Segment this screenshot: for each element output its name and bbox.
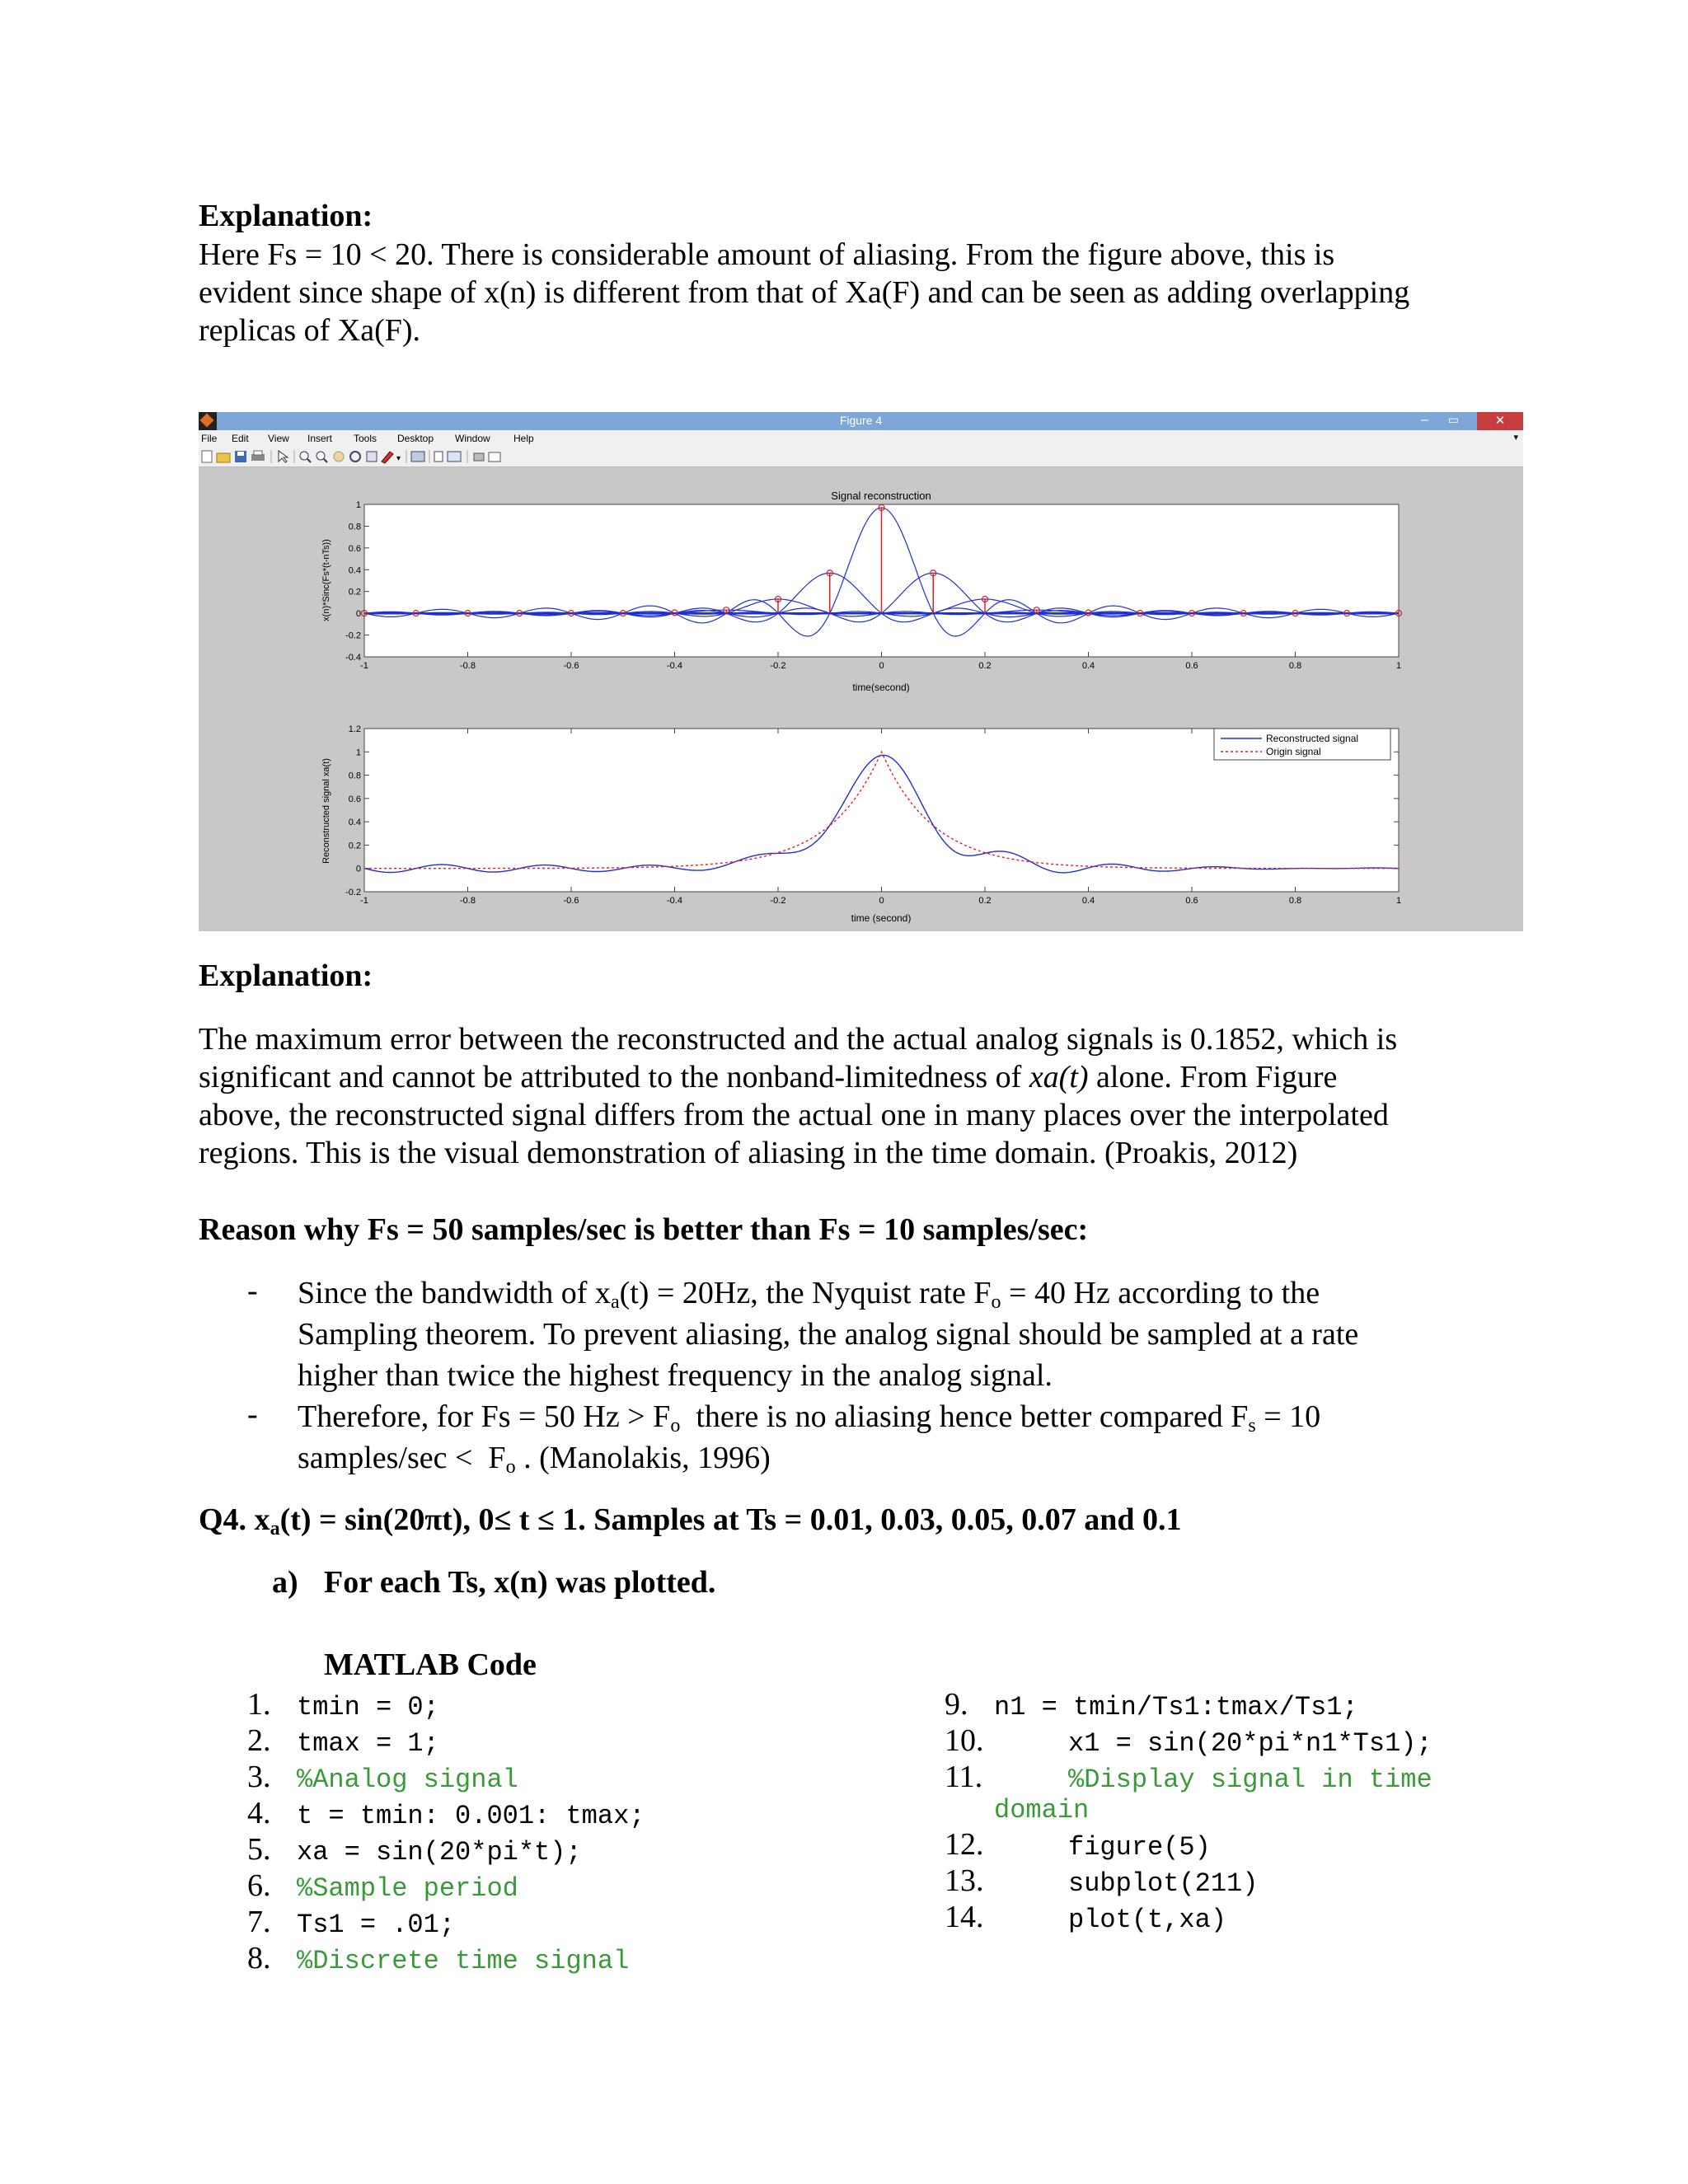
b1-text: Since the bandwidth of x bbox=[298, 1276, 611, 1310]
plot1-ytick-label: 0.8 bbox=[348, 522, 361, 532]
colorbar-icon[interactable] bbox=[434, 452, 443, 462]
plot2-xtick-label: 0 bbox=[879, 896, 884, 906]
plot1-ytick-label: 0.6 bbox=[348, 543, 361, 554]
menu-window[interactable]: Window bbox=[455, 433, 490, 444]
code-line-number: 9. bbox=[945, 1687, 968, 1722]
maximize-button[interactable]: ▭ bbox=[1447, 413, 1459, 426]
menu-insert[interactable]: Insert bbox=[307, 433, 333, 444]
plot2-ytick-label: 0.2 bbox=[348, 841, 361, 851]
code-statement: tmax = 1; bbox=[297, 1728, 439, 1759]
section2-text: alone. From Figure bbox=[1088, 1060, 1338, 1094]
b2-sub: s bbox=[1248, 1415, 1256, 1436]
code-statement: figure(5) bbox=[1068, 1832, 1211, 1863]
plot2-xtick-label: -0.6 bbox=[563, 896, 579, 906]
code-line-number: 10. bbox=[945, 1723, 984, 1758]
code-line-number: 8. bbox=[247, 1941, 271, 1975]
legend-entry-reconstructed: Reconstructed signal bbox=[1266, 733, 1359, 744]
b1-text: = 40 Hz according to the bbox=[1001, 1276, 1320, 1310]
code-comment: %Sample period bbox=[297, 1873, 518, 1904]
plot1-ytick-label: 0.2 bbox=[348, 587, 361, 598]
plot2-ytick-label: 1 bbox=[355, 748, 361, 758]
menu-tools[interactable]: Tools bbox=[354, 433, 377, 444]
b1-line: Sampling theorem. To prevent aliasing, the analog signal should be sampled at a rate bbox=[298, 1317, 1359, 1352]
code-line-number: 4. bbox=[247, 1796, 271, 1830]
menu-desktop[interactable]: Desktop bbox=[397, 433, 434, 444]
code-line bbox=[945, 1722, 1432, 1759]
b2-text: samples/sec < F bbox=[298, 1441, 506, 1475]
code-line bbox=[945, 1863, 1432, 1899]
section1-heading: Explanation: bbox=[199, 199, 373, 233]
plot1-ytick-label: 0.4 bbox=[348, 565, 361, 576]
code-line-number: 12. bbox=[945, 1827, 984, 1862]
plot2-xtick-label: -0.4 bbox=[667, 896, 682, 906]
bullet-1 bbox=[298, 1272, 1559, 1396]
legend-entry-origin: Origin signal bbox=[1266, 746, 1321, 757]
code-comment: %Discrete time signal bbox=[297, 1946, 630, 1976]
q4-heading bbox=[199, 1502, 1181, 1538]
q4a-text: For each Ts, x(n) was plotted. bbox=[324, 1565, 716, 1600]
section1-line: replicas of Xa(F). bbox=[199, 313, 421, 348]
plot2-xtick-label: 0.6 bbox=[1185, 896, 1198, 906]
code-line bbox=[247, 1759, 645, 1795]
b1-sub: a bbox=[610, 1291, 620, 1313]
plot1-xlabel: time(second) bbox=[852, 682, 910, 693]
dropdown-arrow-icon[interactable]: ▾ bbox=[396, 454, 401, 463]
code-line bbox=[247, 1868, 645, 1904]
plot2-ytick-label: 0.6 bbox=[348, 794, 361, 804]
code-line-number: 5. bbox=[247, 1832, 271, 1867]
code-line bbox=[247, 1831, 645, 1868]
code-line-number: 7. bbox=[247, 1905, 271, 1939]
hide-tools-icon[interactable] bbox=[474, 453, 484, 461]
bullet-2 bbox=[298, 1396, 1559, 1479]
plot1-xtick-label: 0 bbox=[879, 661, 884, 671]
plot1-xtick-label: -0.2 bbox=[770, 661, 786, 671]
window-titlebar bbox=[199, 412, 1523, 430]
code-line bbox=[247, 1686, 645, 1722]
plot1-ytick-label: 0 bbox=[355, 609, 361, 620]
menu-help[interactable]: Help bbox=[513, 433, 534, 444]
plot2-ylabel: Reconstructed signal xa(t) bbox=[321, 758, 331, 864]
q4-text: (t) = sin(20πt), 0≤ t ≤ 1. Samples at Ts = 0.01, 0.03, 0.05, 0.07 and 0.1 bbox=[279, 1502, 1182, 1537]
plot1-xtick-label: 0.2 bbox=[978, 661, 992, 671]
code-comment: domain bbox=[994, 1795, 1090, 1825]
plot2-xlabel: time (second) bbox=[851, 912, 912, 924]
code-statement: plot(t,xa) bbox=[1068, 1905, 1227, 1935]
code-statement: n1 = tmin/Ts1:tmax/Ts1; bbox=[994, 1692, 1358, 1722]
code-statement: subplot(211) bbox=[1068, 1868, 1259, 1899]
code-line bbox=[945, 1759, 1432, 1795]
section2-line bbox=[199, 1058, 1526, 1096]
plot1-ytick-label: -0.4 bbox=[345, 653, 361, 663]
plot2-ytick-label: 0.8 bbox=[348, 771, 361, 781]
bullet-marker: - bbox=[247, 1273, 258, 1308]
code-comment: %Analog signal bbox=[297, 1765, 518, 1795]
bullet-marker: - bbox=[247, 1397, 258, 1432]
q4-sub: a bbox=[270, 1518, 280, 1540]
code-line bbox=[945, 1826, 1432, 1863]
code-line bbox=[247, 1722, 645, 1759]
code-statement: xa = sin(20*pi*t); bbox=[297, 1837, 582, 1868]
code-statement: x1 = sin(20*pi*n1*Ts1); bbox=[1068, 1728, 1432, 1759]
menu-edit[interactable]: Edit bbox=[232, 433, 249, 444]
plot2-xtick-label: 1 bbox=[1395, 896, 1402, 906]
plot1-ytick-label: 1 bbox=[355, 500, 361, 510]
section2-line: The maximum error between the reconstructed and the actual analog signals is 0.1852, which is bbox=[199, 1022, 1398, 1057]
plot1-xtick-label: 1 bbox=[1395, 661, 1402, 671]
b2-sub: o bbox=[505, 1456, 516, 1478]
b2-text: Therefore, for Fs = 50 Hz > F bbox=[298, 1399, 671, 1434]
code-line bbox=[945, 1686, 1432, 1722]
plot2-legend bbox=[1214, 729, 1390, 760]
code-line bbox=[247, 1940, 645, 1976]
code-block-left bbox=[247, 1686, 645, 1976]
plot2-xtick-label: 0.8 bbox=[1288, 896, 1302, 906]
plot1-ytick-label: -0.2 bbox=[345, 630, 361, 641]
code-line bbox=[945, 1795, 1432, 1826]
new-figure-icon[interactable] bbox=[202, 451, 212, 462]
plot2-ytick-label: 0.4 bbox=[348, 818, 361, 828]
code-statement: tmin = 0; bbox=[297, 1692, 439, 1722]
section1-paragraph bbox=[199, 236, 1550, 349]
rotate-icon[interactable] bbox=[350, 452, 360, 462]
b1-text: (t) = 20Hz, the Nyquist rate F bbox=[619, 1276, 992, 1310]
plot2-xtick-label: 0.4 bbox=[1081, 896, 1095, 906]
data-cursor-icon[interactable] bbox=[367, 452, 377, 462]
b2-text: = 10 bbox=[1255, 1399, 1321, 1434]
code-line-number: 6. bbox=[247, 1868, 271, 1903]
b2-sub: o bbox=[670, 1415, 681, 1436]
plot1-xtick-label: -1 bbox=[360, 661, 368, 671]
code-line-number: 13. bbox=[945, 1863, 984, 1898]
matlab-figure-window bbox=[199, 412, 1523, 931]
code-line bbox=[247, 1795, 645, 1831]
plot2-ytick-label: 1.2 bbox=[348, 724, 361, 734]
link-plot-icon[interactable] bbox=[411, 452, 424, 462]
plot2-xtick-label: -1 bbox=[360, 896, 368, 906]
code-line bbox=[945, 1899, 1432, 1935]
legend-icon[interactable] bbox=[448, 452, 461, 462]
signal-reconstruction-plot bbox=[199, 466, 1523, 705]
code-line-number: 1. bbox=[247, 1687, 271, 1722]
show-tools-icon[interactable] bbox=[489, 452, 500, 462]
section1-line: Here Fs = 10 < 20. There is considerable amount of aliasing. From the figure above, this is bbox=[199, 237, 1335, 272]
plot1-xtick-label: -0.4 bbox=[667, 661, 682, 671]
code-block-right bbox=[945, 1686, 1432, 1935]
section2-line: above, the reconstructed signal differs from the actual one in many places over the interpolated bbox=[199, 1098, 1389, 1132]
close-button[interactable]: ✕ bbox=[1477, 412, 1523, 430]
code-line-number: 14. bbox=[945, 1900, 984, 1934]
xa-t-italic: xa(t) bbox=[1029, 1060, 1089, 1094]
section1-line: evident since shape of x(n) is different from that of Xa(F) and can be seen as adding overlapping bbox=[199, 275, 1410, 310]
zoom-out-icon[interactable] bbox=[316, 452, 327, 462]
figure-toolbar bbox=[199, 447, 1523, 467]
dock-arrow-icon[interactable]: ▾ bbox=[1513, 433, 1518, 443]
b1-sub: o bbox=[991, 1291, 1001, 1313]
plot1-xtick-label: 0.4 bbox=[1081, 661, 1095, 671]
plot2-xtick-label: -0.2 bbox=[770, 896, 786, 906]
plot2-ytick-label: -0.2 bbox=[345, 888, 361, 898]
plot2-xtick-label: 0.2 bbox=[978, 896, 992, 906]
section2-text: significant and cannot be attributed to the nonband-limitedness of bbox=[199, 1060, 1029, 1094]
b2-text: . (Manolakis, 1996) bbox=[515, 1441, 771, 1475]
window-title: Figure 4 bbox=[839, 414, 883, 427]
minimize-button[interactable]: – bbox=[1421, 413, 1428, 427]
brush-icon[interactable] bbox=[382, 452, 393, 463]
plot1-xtick-label: 0.6 bbox=[1185, 661, 1198, 671]
pointer-icon[interactable] bbox=[279, 451, 288, 462]
menu-file[interactable]: File bbox=[201, 433, 218, 444]
section3-heading: Reason why Fs = 50 samples/sec is better than Fs = 10 samples/sec: bbox=[199, 1212, 1089, 1247]
save-icon[interactable] bbox=[235, 451, 246, 462]
q4a-label: a) bbox=[272, 1565, 298, 1600]
code-line bbox=[247, 1904, 645, 1940]
plot1-xtick-label: 0.8 bbox=[1288, 661, 1302, 671]
code-line-number: 11. bbox=[945, 1760, 983, 1794]
b1-line: higher than twice the highest frequency in the analog signal. bbox=[298, 1358, 1053, 1393]
b2-text: there is no aliasing hence better compared F bbox=[680, 1399, 1249, 1434]
reconstructed-signal-plot bbox=[199, 705, 1523, 931]
plot1-xtick-label: -0.8 bbox=[460, 661, 476, 671]
code-statement: Ts1 = .01; bbox=[297, 1910, 456, 1940]
open-file-icon[interactable] bbox=[217, 453, 230, 462]
pan-icon[interactable] bbox=[334, 452, 344, 462]
print-icon[interactable] bbox=[251, 451, 265, 461]
code-line-number: 3. bbox=[247, 1760, 271, 1794]
plot2-xtick-label: -0.8 bbox=[460, 896, 476, 906]
section2-paragraph bbox=[199, 1020, 1526, 1172]
section2-heading: Explanation: bbox=[199, 958, 373, 993]
code-statement: t = tmin: 0.001: tmax; bbox=[297, 1801, 645, 1831]
matlab-code-title: MATLAB Code bbox=[324, 1647, 537, 1682]
code-comment: %Display signal in time bbox=[1068, 1765, 1432, 1795]
zoom-in-icon[interactable] bbox=[300, 452, 311, 462]
q4-text: Q4. x bbox=[199, 1502, 270, 1537]
code-line-number: 2. bbox=[247, 1723, 271, 1758]
plot2-ytick-label: 0 bbox=[355, 864, 361, 874]
plot1-xtick-label: -0.6 bbox=[563, 661, 579, 671]
plot1-title: Signal reconstruction bbox=[831, 490, 931, 502]
menu-view[interactable]: View bbox=[268, 433, 289, 444]
menu-bar bbox=[199, 430, 1523, 447]
section2-line: regions. This is the visual demonstration of aliasing in the time domain. (Proakis, 2012) bbox=[199, 1136, 1298, 1170]
plot1-ylabel: x(n)*Sinc(Fs*(t-nTs)) bbox=[321, 539, 331, 621]
